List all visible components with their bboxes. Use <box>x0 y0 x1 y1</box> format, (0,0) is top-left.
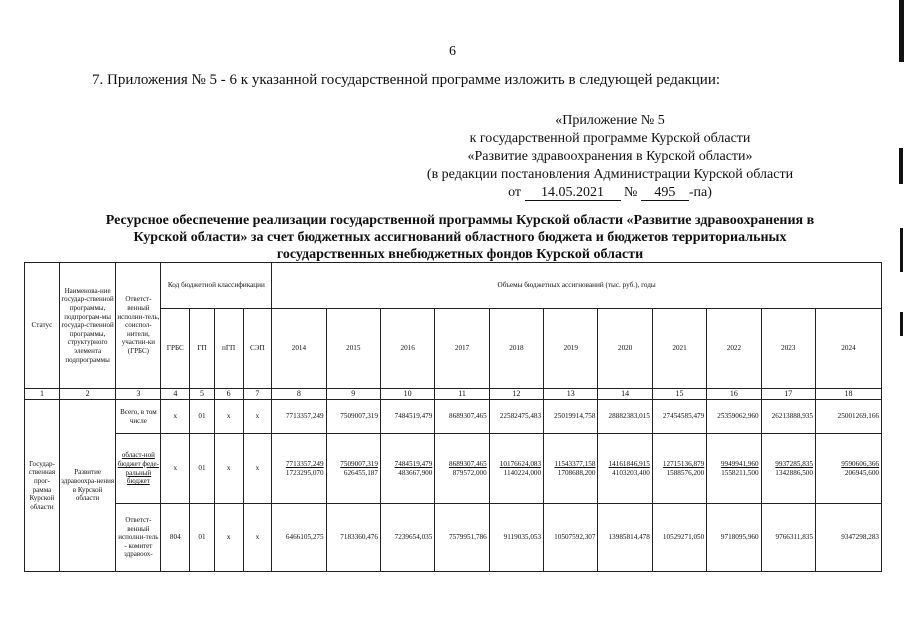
appendix-header <box>400 112 820 202</box>
grbs-cell: 804 <box>161 504 190 572</box>
appendix-date-line <box>400 184 820 202</box>
date-suffix: -па) <box>688 185 712 200</box>
regional-value: 12715136,879 <box>662 459 705 468</box>
grbs-cell: x <box>161 434 190 504</box>
title-line-2: Курской области» за счет бюджетных ассигнований областного бюджета и бюджетов территориальных <box>133 230 787 245</box>
value-cell: 7484519,479 <box>380 400 434 434</box>
sep-cell: x <box>243 434 272 504</box>
value-cell <box>761 434 815 504</box>
column-number: 3 <box>116 389 161 400</box>
grbs-cell: x <box>161 400 190 434</box>
value-cell: 28882383,015 <box>598 400 652 434</box>
value-cell: 8689307,465 <box>435 400 489 434</box>
value-cell: 7183360,476 <box>326 504 380 572</box>
regional-value: 7484519,479 <box>394 459 433 468</box>
header-year: 2020 <box>598 309 652 389</box>
resource-table <box>24 262 882 572</box>
regional-value: 9590606,366 <box>841 459 879 468</box>
value-cell: 9718095,960 <box>707 504 761 572</box>
regional-value: 7509007,319 <box>340 459 378 468</box>
table-title <box>40 212 880 263</box>
federal-value: 1140224,000 <box>503 468 542 477</box>
federal-value: 206945,600 <box>844 468 879 477</box>
value-cell: 7239654,035 <box>380 504 434 572</box>
value-cell <box>380 434 434 504</box>
federal-value: 483667,900 <box>398 468 433 477</box>
column-number: 18 <box>815 389 881 400</box>
header-year: 2022 <box>707 309 761 389</box>
header-year: 2015 <box>326 309 380 389</box>
header-year: 2019 <box>544 309 598 389</box>
column-number: 4 <box>161 389 190 400</box>
value-cell <box>326 434 380 504</box>
intro-paragraph: 7. Приложения № 5 - 6 к указанной государственной программе изложить в следующей редакции: <box>92 72 721 88</box>
appendix-line-4: (в редакции постановления Администрации Курской области <box>426 167 794 182</box>
value-cell <box>707 434 761 504</box>
value-cell: 26213888,935 <box>761 400 815 434</box>
pgp-cell: x <box>214 400 243 434</box>
value-cell: 10529271,050 <box>652 504 706 572</box>
federal-value: 1558211,500 <box>721 468 759 477</box>
column-number: 15 <box>652 389 706 400</box>
value-cell: 10507592,307 <box>544 504 598 572</box>
gp-cell: 01 <box>190 400 215 434</box>
scan-edge-mark <box>899 0 904 62</box>
value-cell <box>544 434 598 504</box>
value-cell <box>435 434 489 504</box>
column-number: 5 <box>190 389 215 400</box>
program-name-cell: Развитие здравоохра-нения в Курской области <box>59 400 115 572</box>
value-cell <box>489 434 543 504</box>
column-number: 2 <box>59 389 115 400</box>
regional-value: 8689307,465 <box>449 459 487 468</box>
header-pgp: пГП <box>214 309 243 389</box>
scan-edge-mark <box>900 312 903 336</box>
header-status: Статус <box>25 263 60 389</box>
header-year: 2018 <box>489 309 543 389</box>
number-label: № <box>624 185 638 200</box>
header-sep: СЭП <box>243 309 272 389</box>
value-cell: 9347298,283 <box>815 504 881 572</box>
value-cell: 25019914,758 <box>544 400 598 434</box>
date-prefix: от <box>508 185 522 200</box>
federal-value: 1342886,500 <box>775 468 813 477</box>
column-number: 16 <box>707 389 761 400</box>
federal-value: 1723295,070 <box>285 468 324 477</box>
gp-cell: 01 <box>190 504 215 572</box>
header-year: 2021 <box>652 309 706 389</box>
column-number: 10 <box>380 389 434 400</box>
column-number: 9 <box>326 389 380 400</box>
value-cell: 25359062,960 <box>707 400 761 434</box>
header-gp: ГП <box>190 309 215 389</box>
regional-value: 10176624,083 <box>499 459 542 468</box>
appendix-line-3: «Развитие здравоохранения в Курской области» <box>467 149 753 164</box>
column-number: 11 <box>435 389 489 400</box>
column-number: 8 <box>272 389 326 400</box>
responsible-cell: област-ной бюджет феде-ральный бюджет <box>116 434 161 504</box>
decree-date: 14.05.2021 <box>525 186 621 201</box>
value-cell: 7713357,249 <box>272 400 326 434</box>
value-cell: 22582475,483 <box>489 400 543 434</box>
title-line-3: государственных внебюджетных фондов Курской области <box>276 247 644 262</box>
responsible-cell: Ответст-венный исполни-тель - комитет здравоох- <box>116 504 161 572</box>
sep-cell: x <box>243 504 272 572</box>
page-number: 6 <box>449 44 456 59</box>
value-cell: 9766311,835 <box>761 504 815 572</box>
value-cell: 6466105,275 <box>272 504 326 572</box>
appendix-line-1: «Приложение № 5 <box>555 113 665 128</box>
header-year: 2014 <box>272 309 326 389</box>
scan-edge-mark <box>899 148 903 184</box>
column-number: 12 <box>489 389 543 400</box>
regional-value: 9937285,835 <box>775 459 813 468</box>
table-row <box>25 434 882 504</box>
column-number: 13 <box>544 389 598 400</box>
responsible-cell: Всего, в том числе <box>116 400 161 434</box>
header-year: 2024 <box>815 309 881 389</box>
regional-value: 7713357,249 <box>285 459 324 468</box>
gp-cell: 01 <box>190 434 215 504</box>
header-volume: Объемы бюджетных ассигнований (тыс. руб.), годы <box>272 263 882 309</box>
header-grbs: ГРБС <box>161 309 190 389</box>
federal-value: 626455,187 <box>343 468 378 477</box>
value-cell: 7509007,319 <box>326 400 380 434</box>
header-year: 2016 <box>380 309 434 389</box>
federal-value: 879572,000 <box>452 468 487 477</box>
pgp-cell: x <box>214 434 243 504</box>
regional-value: 11543377,158 <box>554 459 596 468</box>
table-row <box>25 504 882 572</box>
header-budget-code: Код бюджетной классификации <box>161 263 272 309</box>
federal-value: 4103203,400 <box>612 468 650 477</box>
scan-edge-mark <box>900 228 903 272</box>
regional-value: 9949941,960 <box>720 459 759 468</box>
value-cell <box>272 434 326 504</box>
value-cell: 9119035,053 <box>489 504 543 572</box>
status-cell: Государ-ственная прог-рамма Курской области <box>25 400 60 572</box>
decree-number: 495 <box>641 186 689 201</box>
header-year: 2017 <box>435 309 489 389</box>
value-cell: 13985814,478 <box>598 504 652 572</box>
value-cell <box>815 434 881 504</box>
value-cell <box>598 434 652 504</box>
regional-value: 14161846,915 <box>608 459 650 468</box>
table-row <box>25 400 882 434</box>
column-number: 14 <box>598 389 652 400</box>
value-cell: 27454585,479 <box>652 400 706 434</box>
title-line-1: Ресурсное обеспечение реализации государственной программы Курской области «Развитие здравоохранения в <box>105 213 815 228</box>
column-number: 7 <box>243 389 272 400</box>
column-number: 17 <box>761 389 815 400</box>
value-cell: 25001269,166 <box>815 400 881 434</box>
header-year: 2023 <box>761 309 815 389</box>
pgp-cell: x <box>214 504 243 572</box>
column-number: 1 <box>25 389 60 400</box>
sep-cell: x <box>243 400 272 434</box>
header-name: Наименова-ние государ-ственной программы, подпрограм-мы государ-ственной программы, структурного элемента подпрограммы <box>59 263 115 389</box>
value-cell <box>652 434 706 504</box>
federal-value: 1708688,200 <box>557 468 596 477</box>
column-number: 6 <box>214 389 243 400</box>
federal-value: 1588576,200 <box>666 468 705 477</box>
value-cell: 7579951,786 <box>435 504 489 572</box>
appendix-line-2: к государственной программе Курской области <box>469 131 751 146</box>
header-responsible: Ответст-венный исполни-тель, соиспол-нители, участни-ки (ГРБС) <box>116 263 161 389</box>
